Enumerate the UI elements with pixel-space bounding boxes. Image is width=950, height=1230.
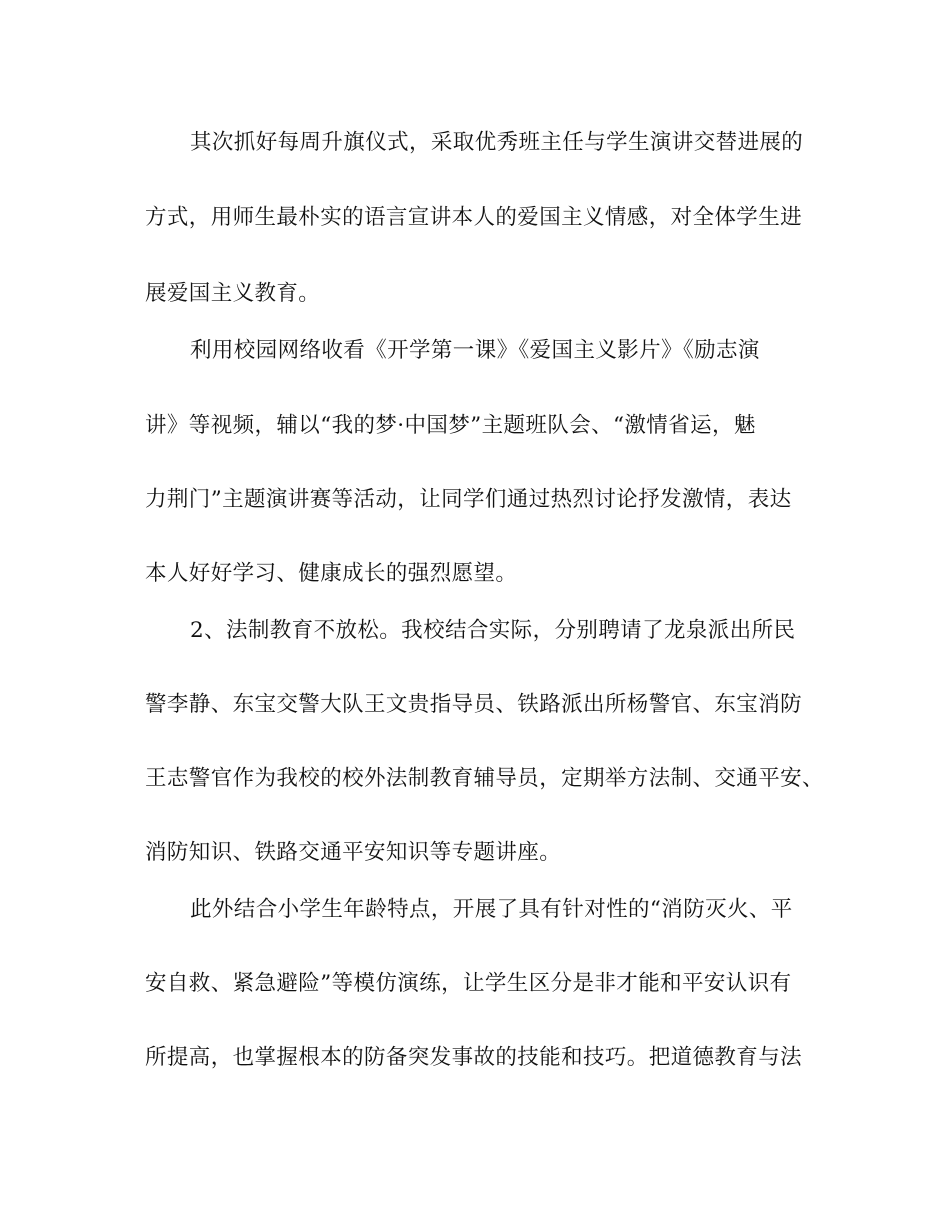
paragraph-line: 消防知识、铁路交通平安知识等专题讲座。: [145, 840, 562, 865]
paragraph-line: 安自救、紧急避险”等模仿演练，让学生区分是非才能和平安认识有: [145, 971, 792, 996]
paragraph-line: 所提高，也掌握根本的防备突发事故的技能和技巧。把道德教育与法: [145, 1045, 803, 1070]
paragraph-line: 利用校园网络收看《开学第一课》《爱国主义影片》《励志演: [190, 338, 760, 363]
paragraph-line: 王志警官作为我校的校外法制教育辅导员，定期举方法制、交通平安、: [145, 766, 824, 791]
paragraph-line: 本人好好学习、健康成长的强烈愿望。: [145, 561, 518, 586]
paragraph-line: 力荆门”主题演讲赛等活动，让同学们通过热烈讨论抒发激情，表达: [145, 487, 792, 512]
paragraph-line: 警李静、东宝交警大队王文贵指导员、铁路派出所杨警官、东宝消防: [145, 692, 803, 717]
paragraph-line: 讲》等视频，辅以“我的梦·中国梦”主题班队会、“激情省运，魅: [145, 413, 756, 438]
paragraph-line: 此外结合小学生年龄特点，开展了具有针对性的“消防灭火、平: [190, 897, 793, 922]
paragraph-line: 2、法制教育不放松。我校结合实际，分别聘请了龙泉派出所民: [190, 618, 796, 643]
paragraph-line: 方式，用师生最朴实的语言宣讲本人的爱国主义情感，对全体学生进: [145, 205, 803, 230]
paragraph-line: 展爱国主义教育。: [145, 281, 321, 306]
paragraph-line: 其次抓好每周升旗仪式，采取优秀班主任与学生演讲交替进展的: [190, 130, 804, 155]
